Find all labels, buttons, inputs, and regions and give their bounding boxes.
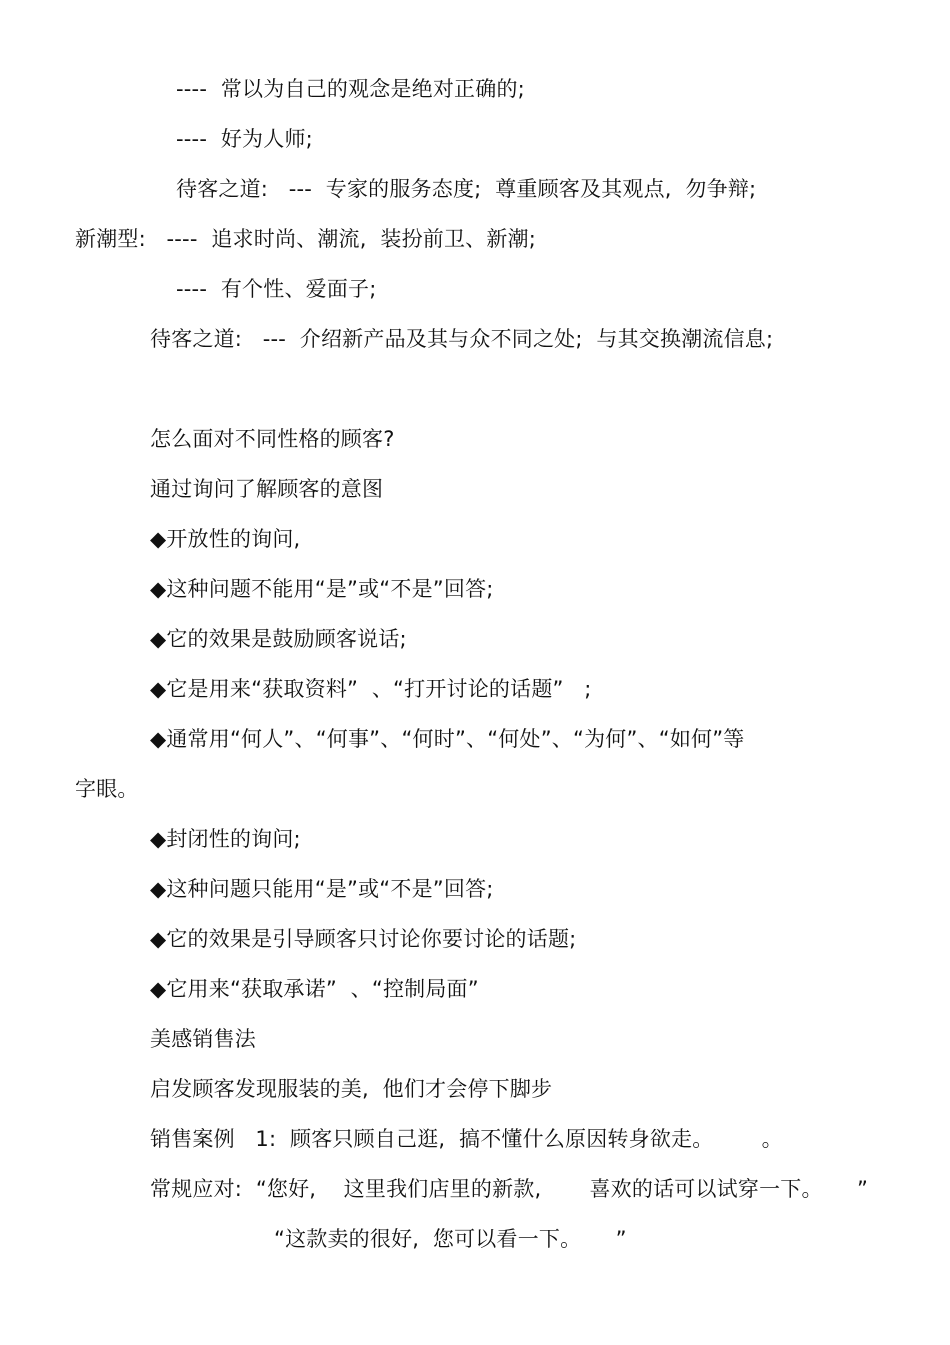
bullet-item-8: ◆它的效果是引导顾客只讨论你要讨论的话题; (150, 927, 577, 951)
bullet-item-5: ◆通常用“何人”、“何事”、“何时”、“何处”、“为何”、“如何”等 (150, 727, 745, 751)
text-line-20: 启发顾客发现服装的美, 他们才会停下脚步 (150, 1077, 553, 1101)
bullet-item-7: ◆这种问题只能用“是”或“不是”回答; (150, 877, 494, 901)
bullet-item-1: ◆开放性的询问, (150, 527, 301, 551)
section-heading-aesthetic-sales: 美感销售法 (150, 1027, 256, 1051)
section-heading: 怎么面对不同性格的顾客? (150, 427, 395, 451)
text-line-4: 新潮型: ---- 追求时尚、潮流, 装扮前卫、新潮; (75, 227, 537, 251)
text-line-3: 待客之道: --- 专家的服务态度; 尊重顾客及其观点, 勿争辩; (176, 177, 757, 201)
bullet-item-9: ◆它用来“获取承诺” 、“控制局面” (150, 977, 479, 1001)
text-line-6: 待客之道: --- 介绍新产品及其与众不同之处; 与其交换潮流信息; (150, 327, 774, 351)
bullet-item-4: ◆它是用来“获取资料” 、“打开讨论的话题” ; (150, 677, 592, 701)
text-line-2: ---- 好为人师; (176, 127, 313, 151)
text-line-8: 通过询问了解顾客的意图 (150, 477, 384, 501)
standard-response-line: 常规应对: “您好, 这里我们店里的新款, 喜欢的话可以试穿一下。 ” (150, 1177, 869, 1201)
text-line-1: ---- 常以为自己的观念是绝对正确的; (176, 77, 525, 101)
bullet-item-3: ◆它的效果是鼓励顾客说话; (150, 627, 407, 651)
bullet-item-5-continuation: 字眼。 (75, 777, 139, 801)
sales-case-line: 销售案例 1: 顾客只顾自己逛, 搞不懂什么原因转身欲走。 。 (150, 1127, 783, 1151)
bullet-item-2: ◆这种问题不能用“是”或“不是”回答; (150, 577, 494, 601)
standard-response-continuation: “这款卖的很好, 您可以看一下。 ” (274, 1227, 627, 1251)
text-line-5: ---- 有个性、爱面子; (176, 277, 377, 301)
bullet-item-6: ◆封闭性的询问; (150, 827, 301, 851)
